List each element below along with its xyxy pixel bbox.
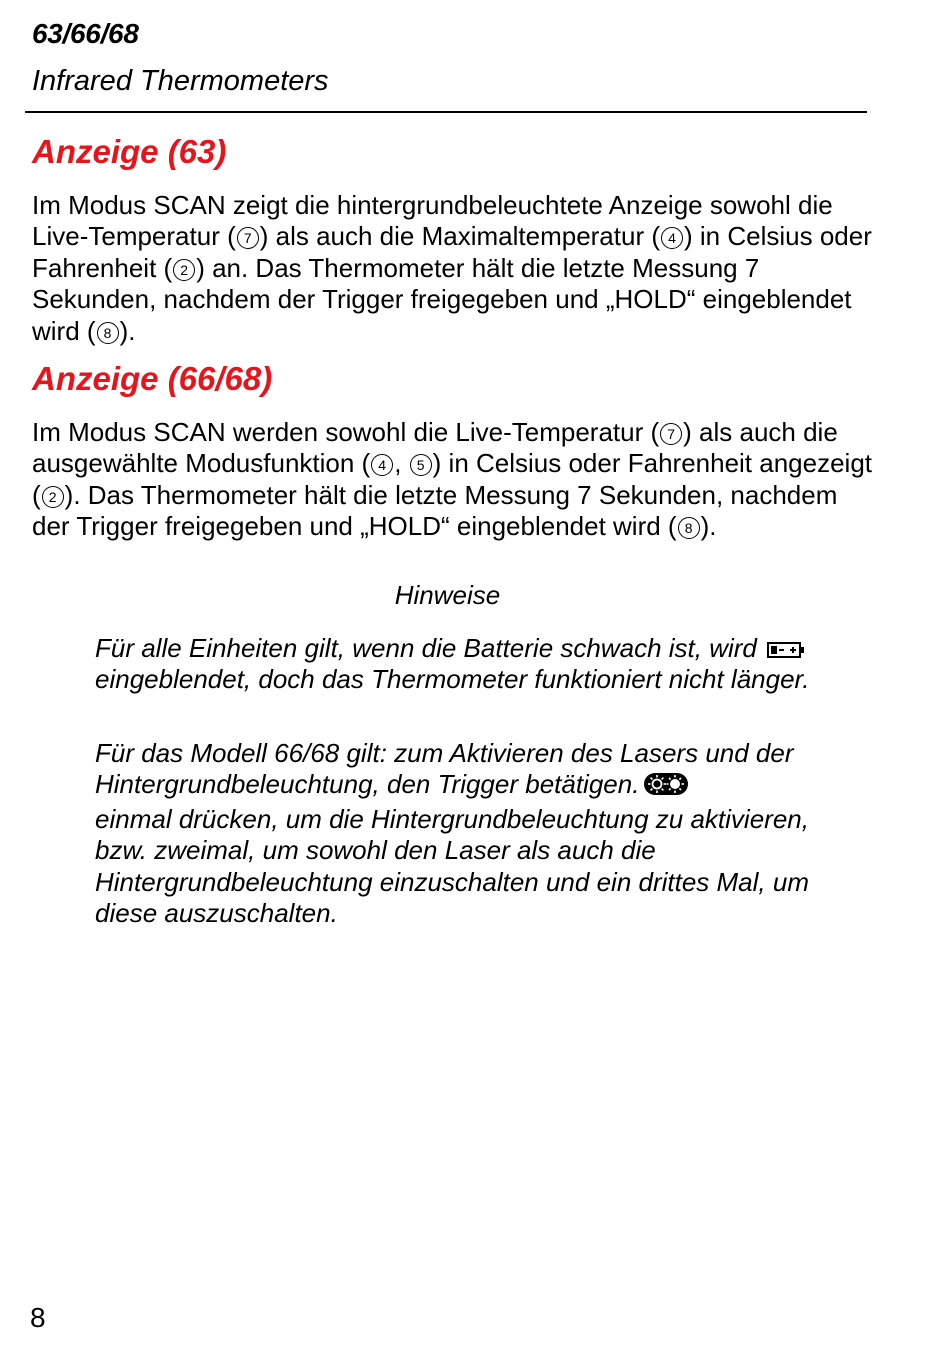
document-title: Infrared Thermometers (32, 65, 329, 97)
note-backlight: Für das Modell 66/68 gilt: zum Aktivieren des Lasers und der Hintergrundbeleuchtung, den Trigger betätigen. einmal drücken, um die Hintergrundbeleuchtung zu aktivieren, bzw. zweimal, um sowohl den Laser als auch die Hintergrundbeleuchtung einzuschalten und ein drittes Mal, um diese auszuschalten. (95, 738, 809, 929)
backlight-button-icon (643, 772, 689, 803)
callout-number: 4 (371, 454, 393, 476)
callout-number: 2 (173, 259, 195, 281)
header-divider (25, 111, 867, 113)
section-heading-63: Anzeige (63) (32, 133, 227, 170)
note-battery: Für alle Einheiten gilt, wenn die Batterie schwach ist, wird eingeblendet, doch das Thermometer funktioniert nicht länger. (95, 633, 810, 695)
callout-number: 5 (410, 454, 432, 476)
callout-number: 8 (678, 517, 700, 539)
model-number: 63/66/68 (32, 18, 139, 49)
callout-number: 7 (237, 227, 259, 249)
section-heading-66-68: Anzeige (66/68) (32, 360, 273, 397)
callout-number: 4 (661, 227, 683, 249)
callout-number: 7 (660, 423, 682, 445)
callout-number: 8 (97, 322, 119, 344)
section-body-63: Im Modus SCAN zeigt die hintergrundbeleuchtete Anzeige sowohl die Live-Temperatur ( 7 ) als auch die Maximaltemperatur ( 4 ) in Celsius oder Fahrenheit ( 2 ) an. Das Thermometer hält die letzte Messung 7 Sekunden, nachdem der Trigger freigegeben und „HOLD“ eingeblendet wird ( 8 ). (32, 190, 872, 346)
low-battery-icon (767, 642, 801, 658)
notes-title: Hinweise (394, 580, 501, 610)
callout-number: 2 (42, 486, 64, 508)
section-body-66-68: Im Modus SCAN werden sowohl die Live-Temperatur ( 7 ) als auch die ausgewählte Modusfunktion ( 4 , 5 ) in Celsius oder Fahrenheit angezeigt ( 2 ). Das Thermometer hält die letzte Messung 7 Sekunden, nachdem der Trigger freigegeben und „HOLD“ eingeblendet wird ( 8 ). (32, 417, 873, 542)
page-number: 8 (30, 1302, 46, 1333)
